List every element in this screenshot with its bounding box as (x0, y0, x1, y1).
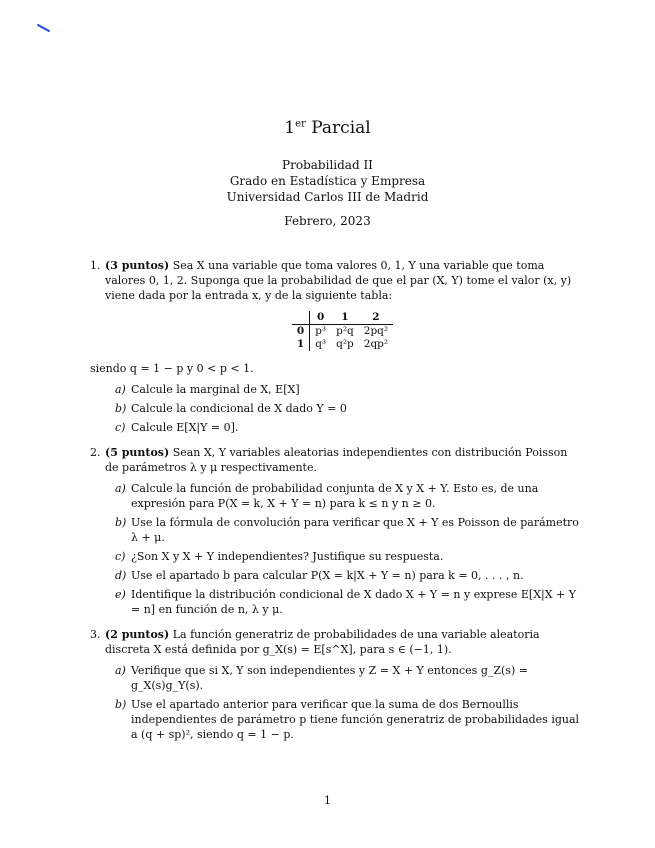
subquestion: a) Calcule la marginal de X, E[X] (115, 383, 300, 396)
subquestion: c) Calcule E[X|Y = 0]. (115, 421, 239, 434)
subquestion: b) Use la fórmula de convolución para verificar que X + Y es Poisson de parámetro λ + μ. (115, 516, 579, 544)
table-cell: 2qp² (363, 338, 389, 350)
problem-number: 2. (90, 446, 101, 459)
probability-table (292, 311, 393, 351)
problem-condition: siendo q = 1 − p y 0 < p < 1. (90, 362, 254, 375)
problem-statement: La función generatriz de probabilidades de una variable aleatoria discreta X está definida por g_X(s) = E[s^X], para s ∈ (−1, 1). (105, 628, 540, 656)
table-col-header: 0 (310, 311, 331, 325)
problem-2 (90, 445, 580, 617)
problem-statement: Sean X, Y variables aleatorias independientes con distribución Poisson de parámetros λ y μ respectivamente. (105, 446, 568, 474)
table-cell: q²p (336, 338, 354, 350)
table-row (292, 338, 393, 351)
exam-date: Febrero, 2023 (284, 214, 371, 228)
problem-number: 1. (90, 259, 101, 272)
table-row-header: 0 (292, 325, 310, 339)
subquestion: e) Identifique la distribución condicional de X dado X + Y = n y exprese E[X|X + Y = n] en función de n, λ y μ. (115, 588, 577, 616)
course-name: Probabilidad II (282, 158, 373, 172)
pen-mark-icon (36, 22, 52, 34)
problem-3 (90, 627, 580, 742)
problem-1 (90, 258, 580, 435)
problem-points: (5 puntos) (105, 446, 170, 459)
subquestion: b) Use el apartado anterior para verificar que la suma de dos Bernoullis independientes de parámetro p tiene función generatriz de probabilidades igual a (q + sp)², siendo q = 1 − p. (115, 698, 580, 741)
university-name: Universidad Carlos III de Madrid (226, 190, 429, 204)
problem-list (90, 258, 580, 752)
subquestion: a) Calcule la función de probabilidad conjunta de X y X + Y. Esto es, de una expresión para P(X = k, X + Y = n) para k ≤ n y n ≥ 0. (115, 482, 539, 510)
subquestion: c) ¿Son X y X + Y independientes? Justifique su respuesta. (115, 550, 444, 563)
table-col-header: 1 (331, 311, 359, 325)
subquestion-list (105, 663, 580, 742)
subquestion: a) Verifique que si X, Y son independientes y Z = X + Y entonces g_Z(s) = g_X(s)g_Y(s). (115, 664, 528, 692)
table-row (292, 325, 393, 339)
problem-number: 3. (90, 628, 101, 641)
subquestion-list (105, 481, 580, 617)
subquestion: b) Calcule la condicional de X dado Y = 0 (115, 402, 347, 415)
subquestion-list (105, 382, 580, 435)
degree-name: Grado en Estadística y Empresa (229, 174, 426, 188)
table-cell: 2pq² (363, 325, 389, 337)
page-number: 1 (324, 794, 331, 807)
table-row-header: 1 (292, 338, 310, 351)
exam-title: 1er Parcial (284, 118, 371, 138)
subquestion: d) Use el apartado b para calcular P(X = k|X + Y = n) para k = 0, . . . , n. (115, 569, 524, 582)
table-cell: q³ (315, 338, 327, 350)
problem-points: (2 puntos) (105, 628, 170, 641)
table-cell: p²q (336, 325, 354, 337)
table-col-header: 2 (359, 311, 393, 325)
problem-statement: Sea X una variable que toma valores 0, 1, Y una variable que toma valores 0, 1, 2. Suponga que la probabilidad de que el par (X, Y) tome el valor (x, y) viene dada por la entrada x, y de la siguiente tabla: (105, 259, 572, 302)
problem-points: (3 puntos) (105, 259, 170, 272)
table-cell: p³ (315, 325, 327, 337)
